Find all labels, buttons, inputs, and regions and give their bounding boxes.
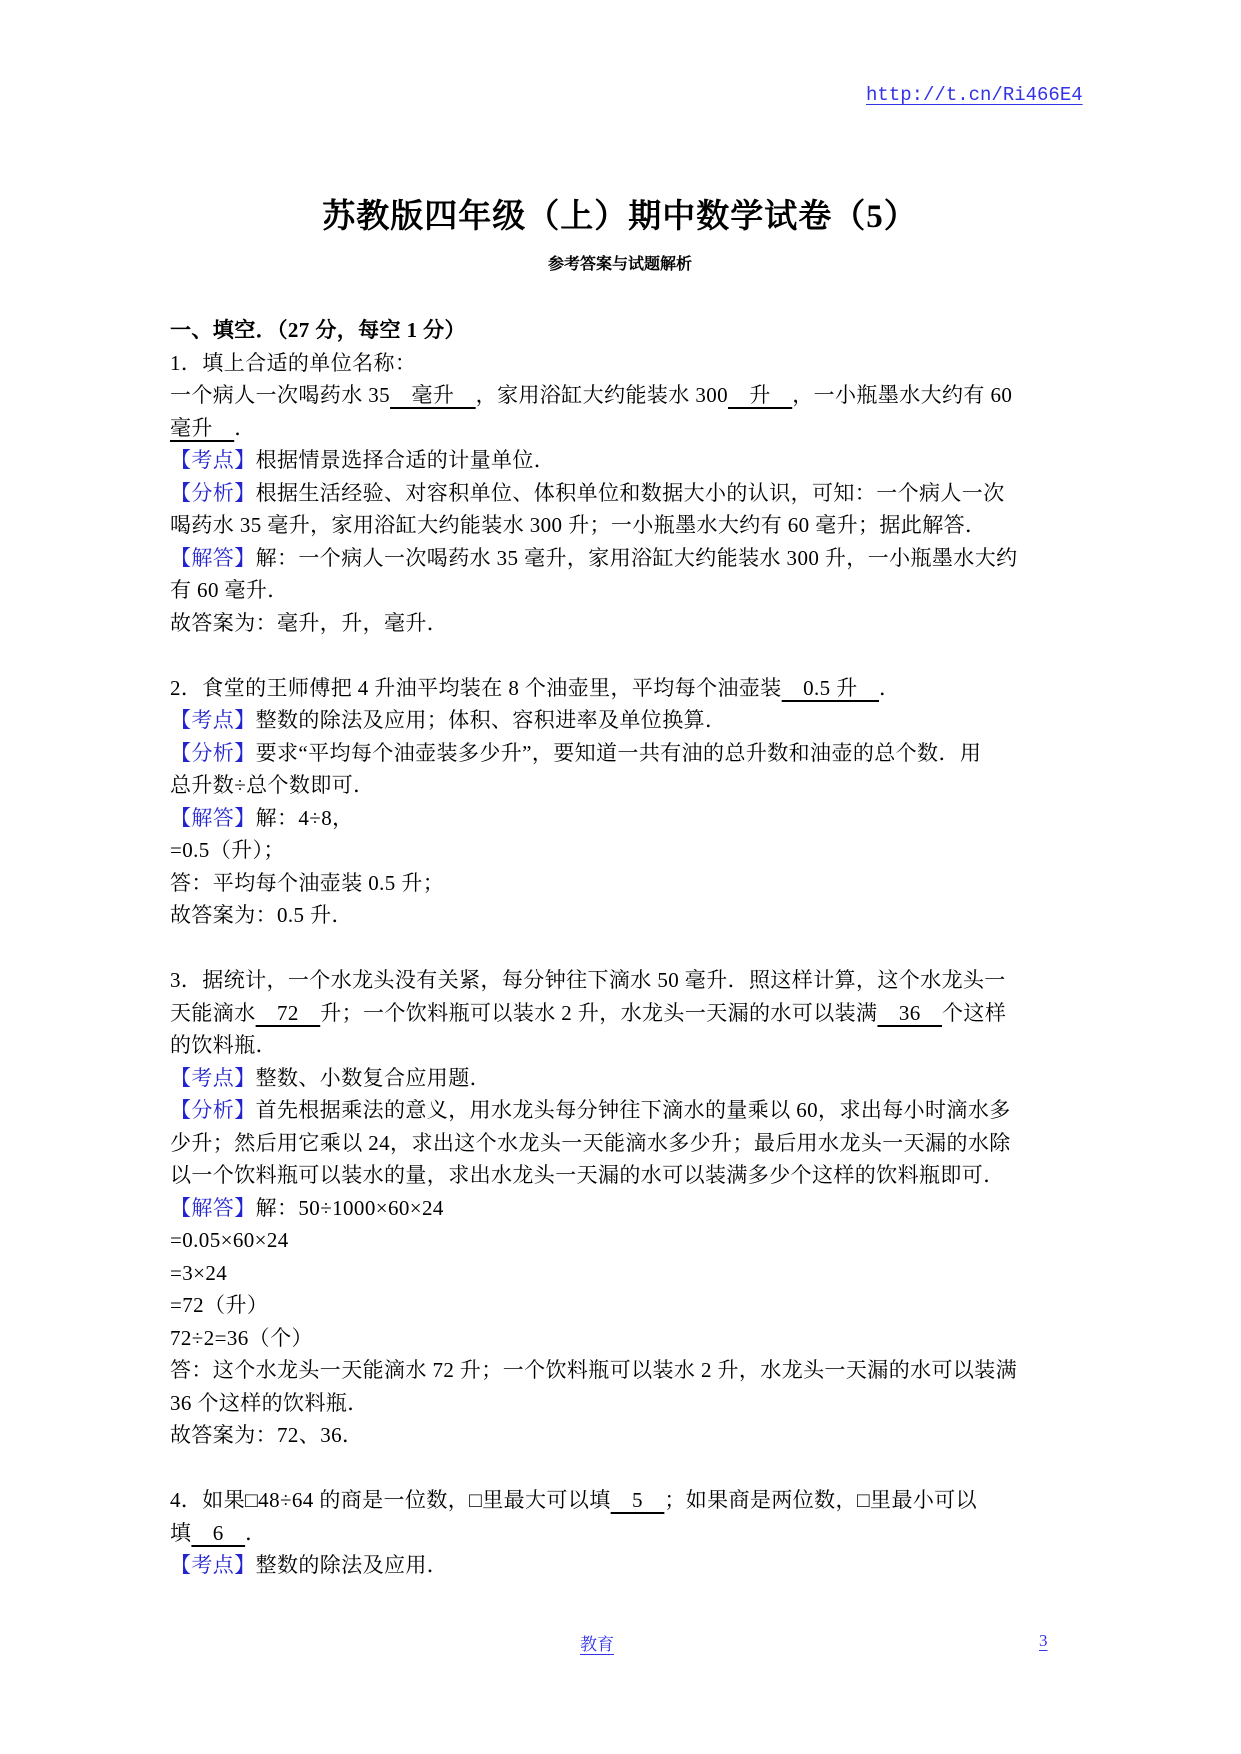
answer-summary-line: [170, 899, 1075, 932]
answer-blank: 36: [877, 1000, 943, 1025]
equation-line: [170, 1322, 1075, 1355]
text-segment: 喝药水 35 毫升，家用浴缸大约能装水 300 升；一小瓶墨水大约有 60 毫升；据此解答．: [170, 513, 987, 537]
text-segment: 要求“平均每个油壶装多少升”，要知道一共有油的总升数和油壶的总个数．用: [255, 740, 982, 765]
text-segment: ，一小瓶墨水大约有 60: [792, 383, 1013, 407]
text-segment: 故答案为：毫升，升，毫升．: [170, 610, 449, 635]
tag-label: 【解答】: [170, 545, 256, 570]
text-segment: 一、填空．（27 分，每空 1 分）: [170, 318, 466, 342]
text-segment: 首先根据乘法的意义，用水龙头每分钟往下滴水的量乘以 60，求出每小时滴水多: [255, 1098, 1011, 1122]
tag-label: 【分析】: [170, 740, 256, 765]
answer-summary-line: [170, 607, 1075, 640]
answer-line: [170, 867, 1075, 900]
question-1-text: [170, 347, 1075, 380]
answer-blank: 升: [728, 383, 793, 407]
text-segment: 4．如果□48÷64 的商是一位数，□里最大可以填: [170, 1488, 611, 1512]
text-segment: 以一个饮料瓶可以装水的量，求出水龙头一天漏的水可以装满多少个这样的饮料瓶即可．: [170, 1163, 1005, 1187]
section-heading: [170, 314, 1075, 347]
text-segment: ．: [245, 1520, 267, 1545]
answer-blank: 5: [610, 1488, 665, 1512]
text-segment: 答：这个水龙头一天能滴水 72 升；一个饮料瓶可以装水 2 升，水龙头一天漏的水可以装满: [170, 1358, 1018, 1382]
text-segment: =3×24: [170, 1260, 228, 1285]
tag-label: 【解答】: [170, 1195, 256, 1220]
text-segment: 总升数÷总个数即可．: [170, 773, 375, 797]
answer-blank: 毫升: [170, 415, 235, 440]
text-segment: 2．食堂的王师傅把 4 升油平均装在 8 个油壶里，平均每个油壶装: [170, 675, 782, 700]
answer-blank: 6: [191, 1520, 246, 1545]
jieda-line: [170, 542, 1075, 575]
text-segment: 答：平均每个油壶装 0.5 升；: [170, 870, 445, 895]
equation-line: [170, 1257, 1075, 1290]
answer-summary-line: [170, 1419, 1075, 1452]
fenxi-line: [170, 477, 1075, 510]
text-segment: 整数、小数复合应用题．: [255, 1065, 492, 1090]
text-segment: 1．填上合适的单位名称：: [170, 350, 417, 375]
text-segment: 解：50÷1000×60×24: [255, 1195, 444, 1220]
blank-line: [170, 1452, 1075, 1485]
page-subtitle: 参考答案与试题解析: [547, 256, 692, 273]
text-segment: 天能滴水: [170, 1000, 256, 1025]
text-segment: 3．据统计，一个水龙头没有关紧，每分钟往下滴水 50 毫升．照这样计算，这个水龙头一: [170, 968, 1006, 992]
answer-blank: 毫升: [390, 383, 476, 407]
text-segment: 填: [170, 1520, 192, 1545]
kaodian-line: [170, 1549, 1075, 1582]
kaodian-line: [170, 1062, 1075, 1095]
answer-line: [170, 1387, 1075, 1420]
tag-label: 【解答】: [170, 805, 256, 830]
question-2-text: [170, 672, 1075, 705]
tag-label: 【考点】: [170, 1553, 256, 1577]
question-3-text: [170, 997, 1075, 1030]
fenxi-line: [170, 1127, 1075, 1160]
kaodian-line: [170, 704, 1075, 737]
question-3-text: [170, 964, 1075, 997]
kaodian-line: [170, 444, 1075, 477]
text-segment: 一个病人一次喝药水 35: [170, 383, 391, 407]
text-segment: =72（升）: [170, 1293, 269, 1317]
fenxi-line: [170, 769, 1075, 802]
text-segment: 36 个这样的饮料瓶．: [170, 1390, 369, 1415]
text-segment: ．: [234, 415, 256, 440]
footer-page-number: 3: [1039, 1631, 1048, 1650]
tag-label: 【考点】: [170, 448, 256, 472]
text-segment: 72÷2=36（个）: [170, 1325, 313, 1350]
question-4-text: [170, 1484, 1075, 1517]
text-segment: 解：4÷8，: [255, 805, 354, 830]
text-segment: ，家用浴缸大约能装水 300: [475, 383, 729, 407]
text-segment: ．: [879, 675, 901, 700]
text-segment: =0.05×60×24: [170, 1228, 289, 1252]
tag-label: 【考点】: [170, 1065, 256, 1090]
question-3-text: [170, 1029, 1075, 1062]
fenxi-line: [170, 1094, 1075, 1127]
jieda-line: [170, 802, 1075, 835]
fenxi-line: [170, 509, 1075, 542]
text-segment: 解：一个病人一次喝药水 35 毫升，家用浴缸大约能装水 300 升，一小瓶墨水大约: [255, 545, 1018, 570]
text-segment: 根据情景选择合适的计量单位．: [255, 448, 556, 472]
blank-line: [170, 932, 1075, 965]
text-segment: 整数的除法及应用；体积、容积进率及单位换算．: [255, 708, 727, 732]
tag-label: 【考点】: [170, 708, 256, 732]
page-title: 苏教版四年级（上）期中数学试卷（5）: [322, 199, 918, 235]
equation-line: [170, 1289, 1075, 1322]
equation-line: [170, 834, 1075, 867]
text-segment: 根据生活经验、对容积单位、体积单位和数据大小的认识，可知：一个病人一次: [255, 480, 1005, 505]
text-segment: =0.5（升）；: [170, 838, 285, 862]
answer-line: [170, 1354, 1075, 1387]
tag-label: 【分析】: [170, 480, 256, 505]
jieda-line: [170, 574, 1075, 607]
answer-blank: 72: [255, 1000, 321, 1025]
question-1-text: [170, 379, 1075, 412]
text-segment: ；如果商是两位数，□里最小可以: [664, 1488, 978, 1512]
fenxi-line: [170, 1159, 1075, 1192]
text-segment: 有 60 毫升．: [170, 578, 289, 602]
answer-blank: 0.5 升: [781, 675, 880, 700]
footer-site-link[interactable]: 教育: [580, 1635, 614, 1654]
text-segment: 整数的除法及应用．: [255, 1553, 449, 1577]
blank-line: [170, 639, 1075, 672]
document-body: [170, 314, 1075, 1582]
question-4-text: [170, 1517, 1075, 1550]
text-segment: 升；一个饮料瓶可以装水 2 升，水龙头一天漏的水可以装满: [320, 1000, 878, 1025]
text-segment: 少升；然后用它乘以 24，求出这个水龙头一天能滴水多少升；最后用水龙头一天漏的水除: [170, 1130, 1011, 1155]
jieda-line: [170, 1192, 1075, 1225]
header-short-link[interactable]: http://t.cn/Ri466E4: [866, 84, 1083, 106]
question-1-text: [170, 412, 1075, 445]
equation-line: [170, 1224, 1075, 1257]
text-segment: 个这样: [942, 1000, 1007, 1025]
text-segment: 故答案为：72、36．: [170, 1423, 364, 1447]
text-segment: 的饮料瓶．: [170, 1033, 277, 1057]
text-segment: 故答案为：0.5 升．: [170, 903, 353, 927]
fenxi-line: [170, 737, 1075, 770]
tag-label: 【分析】: [170, 1098, 256, 1122]
